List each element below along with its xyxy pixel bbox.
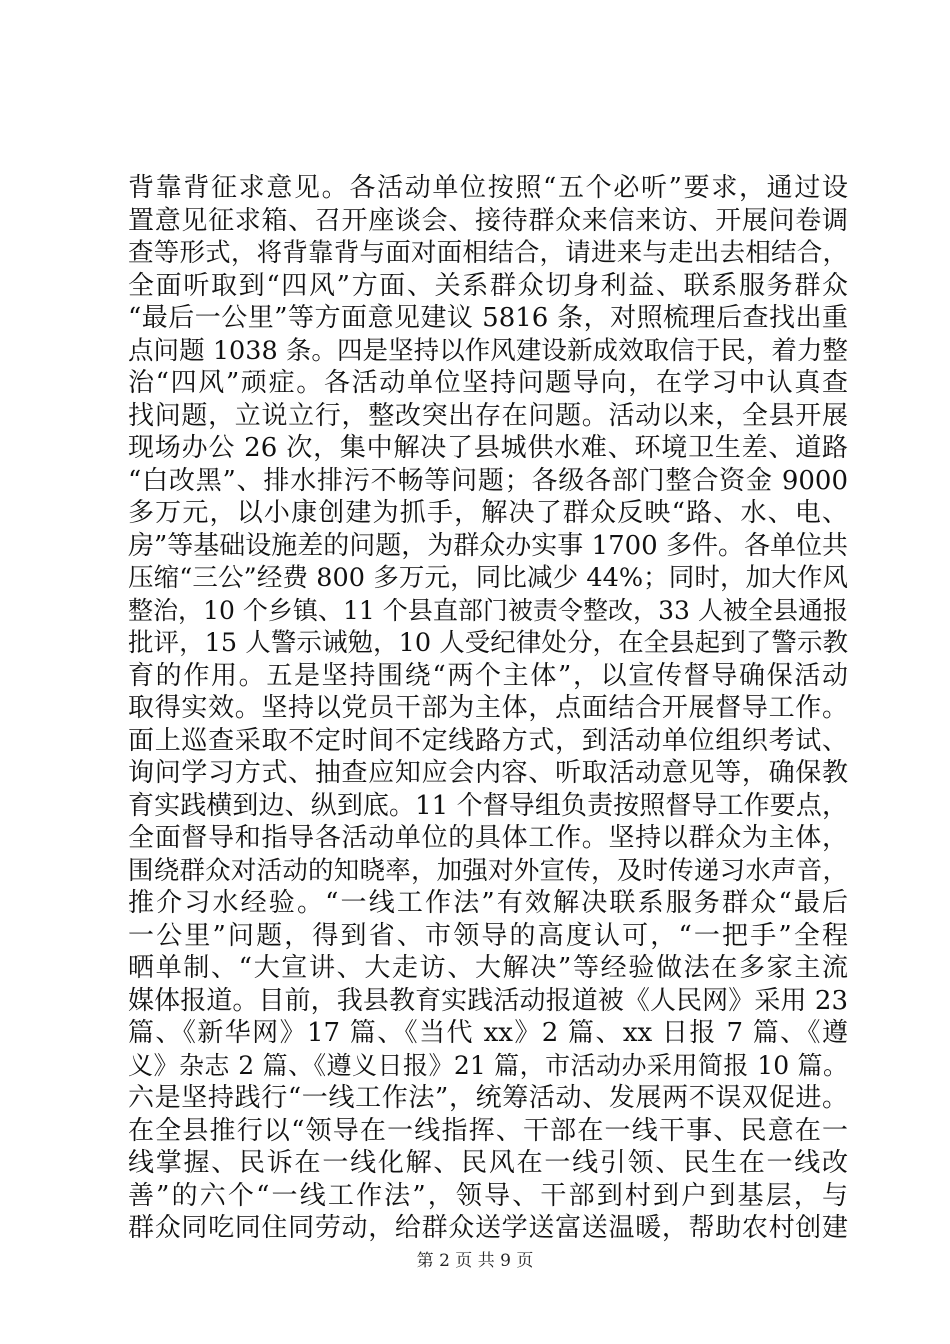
text-line: 现场办公 26 次，集中解决了县城供水难、环境卫生差、道路 [128,433,848,463]
text-line: 六是坚持践行“一线工作法”，统筹活动、发展两不误双促进。 [128,1083,848,1113]
text-line: 群众同吃同住同劳动，给群众送学送富送温暖，帮助农村创建 [128,1213,848,1243]
text-line: 育实践横到边、纵到底。11 个督导组负责按照督导工作要点， [128,790,848,821]
text-line: 善”的六个“一线工作法”，领导、干部到村到户到基层，与 [128,1180,848,1211]
text-line: 线掌握、民诉在一线化解、民风在一线引领、民生在一线改 [128,1148,848,1178]
text-line: 义》杂志 2 篇、《遵义日报》21 篇，市活动办采用简报 10 篇。 [128,1050,848,1080]
text-line: “最后一公里”等方面意见建议 5816 条，对照梳理后查找出重 [128,303,848,333]
page-number-label: 第 2 页 共 9 页 [416,1251,534,1271]
text-line: 篇、《新华网》17 篇、《当代 xx》2 篇、xx 日报 7 篇、《遵 [128,1018,848,1048]
text-line: 晒单制、“大宣讲、大走访、大解决”等经验做法在多家主流 [128,953,848,983]
text-line: 查等形式，将背靠背与面对面相结合，请进来与走出去相结合， [128,238,848,268]
body-text [128,172,848,1245]
text-line: 取得实效。坚持以党员干部为主体，点面结合开展督导工作。 [128,693,848,723]
text-line: 点问题 1038 条。四是坚持以作风建设新成效取信于民，着力整 [128,335,848,366]
text-line: 找问题，立说立行，整改突出存在问题。活动以来，全县开展 [128,400,848,431]
text-line: 治“四风”顽症。各活动单位坚持问题导向，在学习中认真查 [128,368,848,398]
text-line: 全面听取到“四风”方面、关系群众切身利益、联系服务群众 [128,270,848,301]
text-line: 媒体报道。目前，我县教育实践活动报道被《人民网》采用 23 [128,985,848,1016]
text-line: 一公里”问题，得到省、市领导的高度认可，“一把手”全程 [128,920,848,951]
text-line: 置意见征求箱、召开座谈会、接待群众来信来访、开展问卷调 [128,205,848,236]
text-line: 背靠背征求意见。各活动单位按照“五个必听”要求，通过设 [128,173,848,203]
text-line: 多万元，以小康创建为抓手，解决了群众反映“路、水、电、 [128,498,848,528]
text-line: 育的作用。五是坚持围绕“两个主体”，以宣传督导确保活动 [128,660,848,691]
text-line: 询问学习方式、抽查应知应会内容、听取活动意见等，确保教 [128,758,848,788]
text-line: “白改黑”、排水排污不畅等问题；各级各部门整合资金 9000 [128,465,848,496]
text-line: 批评，15 人警示诫勉，10 人受纪律处分，在全县起到了警示教 [128,628,848,658]
text-line: 全面督导和指导各活动单位的具体工作。坚持以群众为主体， [128,823,848,853]
page-footer [0,1246,950,1271]
text-line: 推介习水经验。“一线工作法”有效解决联系服务群众“最后 [128,888,848,918]
text-line: 房”等基础设施差的问题，为群众办实事 1700 多件。各单位共 [128,530,848,561]
text-line: 整治，10 个乡镇、11 个县直部门被责令整改，33 人被全县通报 [128,595,848,625]
text-line: 面上巡查采取不定时间不定线路方式，到活动单位组织考试、 [128,725,848,756]
text-line: 在全县推行以“领导在一线指挥、干部在一线干事、民意在一 [128,1115,848,1146]
text-line: 压缩“三公”经费 800 多万元，同比减少 44%；同时，加大作风 [128,563,848,593]
text-line: 围绕群众对活动的知晓率，加强对外宣传，及时传递习水声音， [128,855,848,886]
